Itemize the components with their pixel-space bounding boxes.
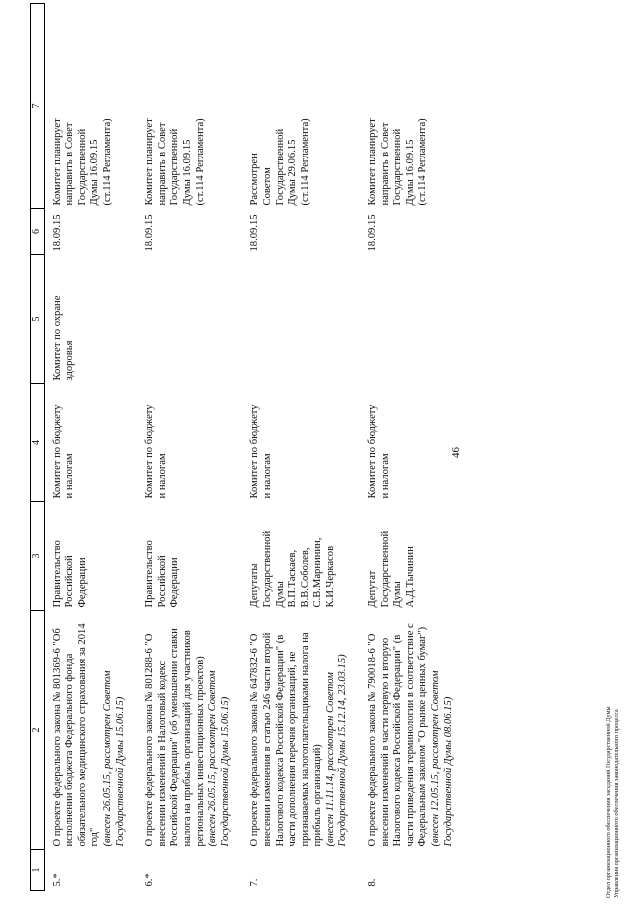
decision-cell: [44, 4, 137, 209]
initiator-line: Депутат: [367, 570, 379, 608]
page-number: 46: [450, 447, 462, 458]
row-number: 5.*: [51, 873, 63, 887]
bill-note: (внесен 12.05.15, рассмотрен Советом Государственной Думы 08.06.15): [430, 670, 454, 847]
date: 18.09.15: [144, 214, 156, 252]
bill-note: (внесен 11.11.14, рассмотрен Советом Государственной Думы 15.12.14, 23.03.15): [324, 654, 349, 847]
table-row: [242, 4, 360, 891]
footer: [605, 648, 621, 898]
bill-title: О проекте федерального закона № 647832-6 "О внесении изменения в статью 246 части второй Налогового кодекса Российской Федерации" (в части дополнения перечня организаций, не признаваемых налогоплательщиками налога на прибыль организаций): [249, 632, 324, 847]
row-number-cell: [242, 850, 360, 891]
row-number-cell: [44, 850, 137, 891]
initiator-cell: [137, 502, 242, 611]
decision-line: (ст.114 Регламента): [299, 118, 311, 206]
decision-cell: [242, 4, 360, 209]
header-row: [31, 4, 45, 891]
committee-line: Комитет по бюджету: [144, 404, 156, 499]
row-number: 8.: [367, 878, 379, 887]
initiator-line: С.В.Марнинин,: [312, 537, 324, 608]
coexecutor-cell: [137, 255, 242, 384]
initiator-line: Российской: [64, 555, 76, 608]
coexecutor-cell: [242, 255, 360, 384]
initiator-line: Федерации: [169, 557, 181, 608]
initiator-line: Федерации: [76, 557, 88, 608]
committee-line: Комитет по бюджету: [249, 404, 261, 499]
bill-cell: [137, 611, 242, 850]
decision-line: направить в Совет: [379, 122, 391, 206]
decision-cell: [137, 4, 242, 209]
decision-line: Комитет планирует: [51, 118, 63, 206]
decision-line: Рассмотрен: [249, 153, 261, 206]
decision-line: Государственной: [76, 128, 88, 206]
committee-line: Комитет по бюджету: [367, 404, 379, 499]
initiator-line: Российской: [156, 555, 168, 608]
decision-line: (ст.114 Регламента): [101, 118, 113, 206]
column-header: 4: [31, 384, 45, 502]
bill-title: О проекте федерального закона № 790018-6 "О внесении изменений в части первую и вторую Налогового кодекса Российской Федерации" (в части приведения терминологии в соответствие с Федеральным законом "О рынке ценных бумаг"): [367, 623, 429, 847]
initiator-line: Правительство: [51, 540, 63, 608]
date-cell: [44, 209, 137, 255]
bill-cell: [242, 611, 360, 850]
initiator-cell: [44, 502, 137, 611]
date-cell: [137, 209, 242, 255]
initiator-line: Государственной: [261, 530, 273, 608]
initiator-cell: [242, 502, 360, 611]
bill-note: (внесен 26.05.15, рассмотрен Советом Государственной Думы 15.06.15): [101, 670, 126, 847]
row-number-cell: [360, 850, 465, 891]
date-cell: [360, 209, 465, 255]
row-number: 7.: [249, 878, 261, 887]
decision-line: (ст.114 Регламента): [194, 118, 206, 206]
initiator-line: В.П.Таскаев,: [287, 549, 299, 608]
initiator-line: В.В.Соболев,: [299, 547, 311, 608]
agenda-table: [30, 3, 465, 891]
row-number-cell: [137, 850, 242, 891]
committee-line: и налогам: [261, 453, 273, 499]
decision-line: Комитет планирует: [144, 118, 156, 206]
initiator-line: А.Д.Тычинин: [404, 546, 416, 608]
initiator-line: Депутаты: [249, 563, 261, 608]
decision-line: Думы 16.09.15: [89, 139, 101, 206]
committee-cell: [44, 384, 137, 502]
date-cell: [242, 209, 360, 255]
bill-title: О проекте федерального закона № 801288-6 "О внесении изменений в Налоговый кодекс Российской Федерации" (об уменьшении ставки налога на прибыль организаций для участников региональных инвестиционных проектов): [144, 628, 206, 847]
decision-line: Государственной: [274, 128, 286, 206]
committee-line: и налогам: [64, 453, 76, 499]
initiator-line: Государственной: [379, 530, 391, 608]
committee-line: и налогам: [379, 453, 391, 499]
decision-line: Государственной: [392, 128, 404, 206]
table-row: [137, 4, 242, 891]
footer-line: Отдел организационного обеспечения заседаний Государственной Думы: [605, 706, 612, 898]
column-header: 1: [31, 850, 45, 891]
bill-cell: [44, 611, 137, 850]
committee-cell: [242, 384, 360, 502]
initiator-line: Думы: [392, 581, 404, 608]
column-header: 6: [31, 209, 45, 255]
column-header: 7: [31, 4, 45, 209]
date: 18.09.15: [367, 214, 379, 252]
coexecutor-line: здоровья: [64, 340, 76, 381]
table-row: [44, 4, 137, 891]
decision-line: Комитет планирует: [367, 118, 379, 206]
committee-line: и налогам: [156, 453, 168, 499]
date: 18.09.15: [249, 214, 261, 252]
committee-line: Комитет по бюджету: [51, 404, 63, 499]
decision-line: Государственной: [169, 128, 181, 206]
committee-cell: [360, 384, 465, 502]
bill-note: (внесен 26.05.15, рассмотрен Советом Государственной Думы 15.06.15): [207, 670, 231, 847]
bill-cell: [360, 611, 465, 850]
decision-cell: [360, 4, 465, 209]
row-number: 6.*: [144, 873, 156, 887]
decision-line: Думы 29.06.15: [287, 139, 299, 206]
initiator-line: Думы: [274, 581, 286, 608]
initiator-line: Правительство: [144, 540, 156, 608]
coexecutor-line: Комитет по охране: [51, 295, 63, 381]
column-header: 3: [31, 502, 45, 611]
initiator-cell: [360, 502, 465, 611]
footer-line: Управления организационного обеспечения законодательного процесса: [613, 709, 620, 898]
coexecutor-cell: [44, 255, 137, 384]
table-row: [360, 4, 465, 891]
bill-title: О проекте федерального закона № 801369-6 "Об исполнении бюджета Федерального фонда обязательного медицинского страхования за 2014 год": [51, 623, 101, 847]
date: 18.09.15: [51, 214, 63, 252]
initiator-line: К.И.Черкасов: [324, 545, 336, 608]
decision-line: направить в Совет: [156, 122, 168, 206]
decision-line: Думы 16.09.15: [181, 139, 193, 206]
committee-cell: [137, 384, 242, 502]
decision-line: (ст.114 Регламента): [417, 118, 429, 206]
decision-line: направить в Совет: [64, 122, 76, 206]
decision-line: Думы 16.09.15: [404, 139, 416, 206]
column-header: 2: [31, 611, 45, 850]
coexecutor-cell: [360, 255, 465, 384]
column-header: 5: [31, 255, 45, 384]
decision-line: Советом: [261, 167, 273, 206]
